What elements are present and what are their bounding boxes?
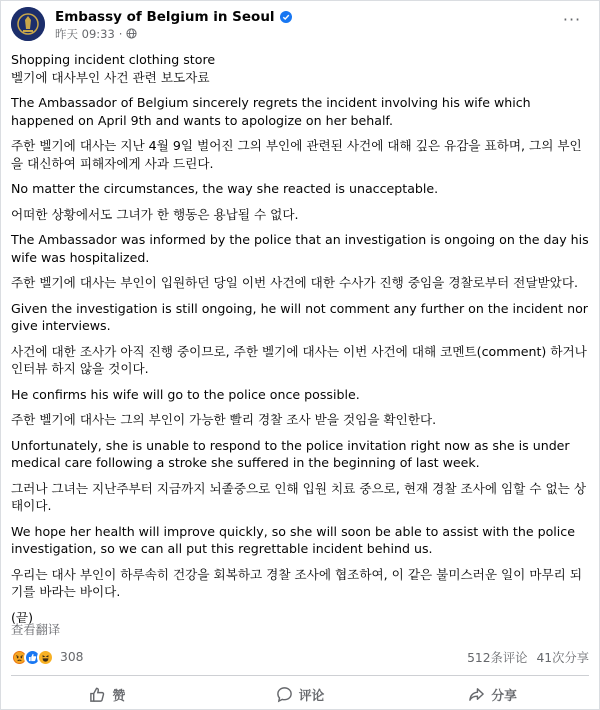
post-body: [11, 51, 589, 634]
engagement-stats: [11, 645, 589, 669]
post-paragraph: [11, 480, 589, 515]
post-text-line: (끝): [11, 609, 33, 625]
comment-share-counts: [467, 648, 589, 666]
comment-label: 评论: [298, 688, 325, 704]
meta-separator: ·: [118, 26, 123, 41]
post-timestamp[interactable]: 昨天 09:33: [55, 26, 115, 41]
share-arrow-icon: [468, 686, 485, 703]
post-paragraph: [11, 94, 589, 129]
share-button[interactable]: [396, 677, 589, 710]
globe-icon: [126, 28, 137, 39]
see-translation-link[interactable]: 查看翻译: [11, 623, 61, 637]
post-text-line: He confirms his wife will go to the police once possible.: [11, 386, 360, 402]
post-paragraph: [11, 180, 589, 198]
post-text-line: Shopping incident clothing store: [11, 52, 216, 67]
post-paragraph: [11, 274, 589, 292]
post-text-line: The Ambassador was informed by the police that an investigation is ongoing on the day his wife was hospitalized.: [11, 232, 589, 265]
post-text-line: 주한 벨기에 대사는 그의 부인이 가능한 빨리 경찰 조사 받을 것임을 확인한다.: [11, 412, 437, 427]
page-name[interactable]: Embassy of Belgium in Seoul: [55, 9, 275, 25]
post-paragraph: [11, 411, 589, 429]
post-text-line: We hope her health will improve quickly, so she will soon be able to assist with the police investigation, so we can all put this regrettable incident behind us.: [11, 523, 575, 556]
post-text-line: 어떠한 상황에서도 그녀가 한 행동은 용납될 수 없다.: [11, 206, 299, 222]
post-actions: [11, 677, 589, 710]
comment-button[interactable]: [204, 677, 397, 710]
like-label: 赞: [112, 688, 126, 704]
page-name-row: [55, 8, 292, 26]
post-paragraph: [11, 231, 589, 266]
post-paragraph: [11, 51, 589, 86]
haha-reaction-icon: [37, 649, 54, 666]
post-text-line: 주한 벨기에 대사는 부인이 입원하던 당일 이번 사건에 대한 수사가 진행 중임을 경찰로부터 전달받았다.: [11, 275, 578, 290]
reaction-count: 308: [60, 650, 84, 664]
post-paragraph: [11, 206, 589, 224]
post-meta: [55, 26, 137, 41]
post-text-line: 그러나 그녀는 지난주부터 지금까지 뇌졸중으로 인해 입원 치료 중으로, 현재 경찰 조사에 임할 수 없는 상태이다.: [11, 480, 587, 513]
post-text-line: The Ambassador of Belgium sincerely regrets the incident involving his wife which happened on April 9th and wants to apologize on her behalf.: [11, 95, 531, 128]
share-label: 分享: [491, 688, 517, 704]
more-options-button[interactable]: ···: [562, 9, 582, 29]
post-paragraph: [11, 343, 589, 378]
post-paragraph: [11, 386, 589, 404]
post-paragraph: [11, 609, 589, 627]
post-paragraph: [11, 566, 589, 601]
post-text-line: 우리는 대사 부인이 하루속히 건강을 회복하고 경찰 조사에 협조하여, 이 같은 불미스러운 일이 마무리 되기를 바라는 바이다.: [11, 566, 583, 599]
post-text-line: 사건에 대한 조사가 아직 진행 중이므로, 주한 벨기에 대사는 이번 사건에 대해 코멘트(comment) 하거나 인터뷰 하지 않을 것이다.: [11, 343, 587, 376]
post-text-line: 주한 벨기에 대사는 지난 4월 9일 벌어진 그의 부인에 관련된 사건에 대해 깊은 유감을 표하며, 그의 부인을 대신하여 피해자에게 사과 드린다.: [11, 138, 582, 171]
share-count[interactable]: 41次分享: [536, 651, 589, 665]
post-text-line: No matter the circumstances, the way she reacted is unacceptable.: [11, 181, 439, 196]
post-text-line: Given the investigation is still ongoing, he will not comment any further on the incident nor give interviews.: [11, 300, 588, 333]
post-paragraph: [11, 300, 589, 335]
comment-bubble-icon: [276, 686, 293, 703]
comment-count[interactable]: 512条评论: [467, 651, 528, 665]
post-text-line: 벨기에 대사부인 사건 관련 보도자료: [11, 69, 210, 85]
verified-badge-icon: [280, 11, 292, 23]
post-paragraph: [11, 137, 589, 172]
post-paragraph: [11, 523, 589, 558]
reactions-summary[interactable]: [11, 649, 83, 666]
post-paragraph: [11, 437, 589, 472]
like-button[interactable]: [11, 677, 204, 710]
embassy-crest-icon: [11, 7, 45, 41]
avatar[interactable]: [11, 7, 45, 41]
action-divider: [11, 675, 589, 676]
thumbs-up-icon: [89, 686, 106, 703]
post-header: [11, 7, 599, 43]
post-text-line: Unfortunately, she is unable to respond to the police invitation right now as she is under medical care following a stroke she suffered in the beginning of last week.: [11, 437, 570, 470]
